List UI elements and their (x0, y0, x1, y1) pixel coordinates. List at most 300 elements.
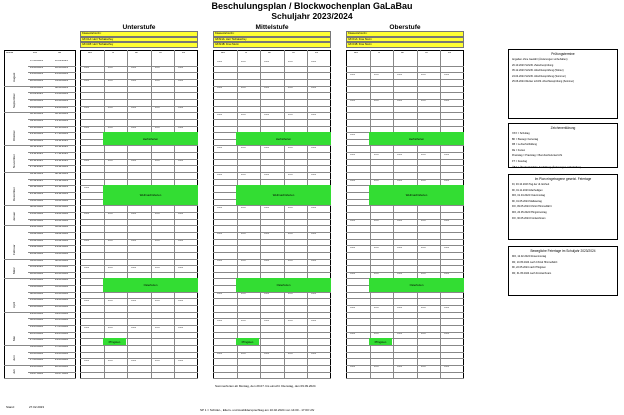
holiday-band: Weihnachtsferien (103, 185, 198, 205)
row-divider (213, 239, 331, 240)
week-from: 29.04.2024 (30, 312, 43, 315)
month-divider (4, 312, 28, 313)
week-from: 01.01.2024 (30, 199, 43, 202)
week-to: 09.02.2024 (55, 232, 68, 235)
school-day-mark: XXX (217, 353, 223, 356)
school-day-mark: XXX (107, 127, 113, 129)
row-divider (346, 205, 464, 206)
week-from: 27.11.2023 (30, 166, 43, 169)
row-divider (213, 99, 331, 100)
school-day-mark: XXX (287, 87, 293, 90)
row-divider (213, 298, 331, 299)
week-to: 02.02.2024 (55, 226, 68, 229)
week-to: 15.03.2024 (55, 266, 68, 269)
week-from: 16.10.2023 (30, 126, 43, 129)
note-line: FT = Feiertag (512, 160, 528, 163)
school-day-mark: XXX (420, 273, 426, 276)
row-divider (80, 99, 198, 100)
row-divider (213, 252, 331, 253)
school-day-mark: XXX (397, 180, 403, 183)
school-day-mark: XXX (264, 353, 270, 356)
school-day-mark: XXX (287, 146, 293, 149)
row-divider (346, 318, 464, 319)
row-divider (346, 312, 464, 313)
school-day-mark: XXX (107, 213, 113, 216)
exam-dates-box (508, 49, 618, 119)
school-day-mark: XXX (178, 127, 184, 129)
weekday-header: MI (135, 52, 138, 54)
school-day-mark: XXX (84, 240, 90, 243)
school-day-mark: XXX (240, 113, 246, 116)
row-divider (346, 92, 464, 93)
school-day-mark: XXX (84, 160, 90, 163)
school-day-mark: XXX (131, 326, 137, 329)
week-from: 06.05.2024 (30, 319, 43, 322)
school-day-mark: XXX (217, 113, 223, 116)
school-day-mark: XXX (397, 100, 403, 103)
school-day-mark: XXX (217, 206, 223, 209)
school-day-mark: XXX (84, 107, 90, 110)
school-day-mark: XXX (154, 160, 160, 163)
week-from: 06.11.2023 (30, 146, 43, 149)
row-divider (213, 225, 331, 226)
school-day-mark: XXX (264, 319, 270, 322)
school-day-mark: XXX (217, 87, 223, 90)
school-day-mark: XXX (373, 273, 379, 276)
week-from: 20.11.2023 (30, 159, 43, 162)
week-to: 05.04.2024 (55, 286, 68, 289)
week-to: 07.06.2024 (55, 345, 68, 348)
school-day-mark: XXX (154, 80, 160, 83)
school-day-mark: XXX (350, 366, 356, 369)
school-day-mark: XXX (154, 213, 160, 216)
week-to: 31.05.2024 (55, 339, 68, 342)
school-day-mark: XXX (240, 173, 246, 176)
week-from: 04.03.2024 (30, 259, 43, 262)
note-line: BF = Bewegl. Ferientag (512, 137, 539, 141)
row-divider (213, 66, 331, 67)
stand-date: 27.02.2023 (29, 405, 45, 409)
legend-title: Zeichenerklärung (550, 126, 576, 130)
holiday-band: Herbstferien (103, 132, 198, 145)
school-day-mark: XXX (397, 73, 403, 76)
school-day-mark: XXX (311, 319, 317, 322)
row-divider (346, 225, 464, 226)
week-from: 14.08.2023 (30, 66, 43, 69)
row-divider (213, 119, 331, 120)
teacher-row: G8 M1A: Herr Tschakschuy (213, 37, 331, 43)
row-divider (80, 145, 198, 146)
week-from: 12.02.2024 (30, 239, 43, 242)
week-from: 13.11.2023 (30, 153, 43, 156)
school-day-mark: XXX (84, 326, 90, 329)
week-from: 11.09.2023 (30, 93, 43, 96)
school-day-mark: XXX (444, 306, 450, 309)
note-line: FB = Lehrerfortbildung (512, 143, 537, 147)
week-from: 19.02.2024 (30, 246, 43, 249)
note-line: MI, 22.05.2024 nach Pfingsten (512, 266, 546, 270)
school-day-mark: XXX (154, 266, 160, 269)
holiday-band: Osterferien (369, 278, 464, 291)
school-day-mark: XXX (217, 260, 223, 262)
school-day-mark: XXX (311, 293, 317, 296)
footnote-speaking-day: SP 1 = Schüler-, Eltern- und Ausbildersprechtag am 10.02.2024 von 14:00 - 17:00 Uhr (200, 408, 315, 412)
week-to: 25.08.2023 (55, 73, 68, 76)
teacher-row: G8 M1B: Frau Sturm (213, 42, 331, 48)
row-divider (80, 272, 198, 273)
row-divider (80, 345, 198, 346)
school-day-mark: XXX (350, 153, 356, 156)
week-to: 03.05.2024 (55, 312, 68, 315)
school-day-mark: XXX (178, 266, 184, 269)
week-from: 08.01.2024 (30, 206, 43, 209)
week-from: 11.03.2024 (30, 266, 43, 269)
month-label: April (12, 301, 16, 308)
school-day-mark: XXX (178, 213, 184, 216)
week-to: 22.12.2023 (55, 186, 68, 189)
teacher-row: G8 U1A: Herr Tschakschuy (80, 37, 198, 43)
row-divider (346, 159, 464, 160)
month-label: Juli (12, 369, 16, 375)
holiday-band: Pfingsten (103, 338, 126, 345)
school-day-mark: XXX (311, 353, 317, 356)
holiday-band: Herbstferien (236, 132, 331, 145)
school-day-mark: XXX (287, 319, 293, 322)
weekday-header: DO (424, 52, 429, 54)
week-to: 01.03.2024 (55, 252, 68, 255)
row-divider (346, 126, 464, 127)
school-day-mark: XXX (131, 240, 137, 243)
week-from: 21.08.2023 (30, 73, 43, 76)
row-divider (213, 345, 331, 346)
teacher-row: G8 U1B: Herr Tschakschuy (80, 42, 198, 48)
school-day-mark: XXX (264, 293, 270, 296)
week-to: 22.03.2024 (55, 272, 68, 275)
row-divider (346, 372, 464, 373)
row-divider (80, 305, 198, 306)
row-divider (213, 212, 331, 213)
note-line: FE = Ferien (512, 148, 526, 152)
school-day-mark: XXX (154, 67, 160, 70)
movable-holidays-title: Bewegliche Feiertage im Schuljahr 2023/2024 (530, 249, 596, 253)
month-divider (4, 112, 28, 113)
school-day-mark: XXX (311, 87, 317, 90)
school-day-mark: XXX (107, 326, 113, 329)
section-title: Oberstufe (389, 24, 421, 31)
school-day-mark: XXX (178, 67, 184, 70)
school-day-mark: XXX (84, 67, 90, 70)
school-day-mark: XXX (178, 80, 184, 83)
week-from: 25.09.2023 (30, 106, 43, 109)
weekday-header: DI (377, 52, 381, 54)
week-to: 18.08.2023 (55, 66, 68, 69)
row-divider (80, 219, 198, 220)
row-divider (213, 365, 331, 366)
school-day-mark: XXX (217, 146, 223, 149)
week-to: 05.07.2024 (55, 372, 68, 375)
school-day-mark: XXX (397, 246, 403, 249)
row-divider (80, 292, 198, 293)
week-from: 25.12.2023 (30, 193, 43, 195)
school-day-mark: XXX (287, 353, 293, 356)
row-divider (213, 165, 331, 166)
school-day-mark: XXX (264, 260, 270, 262)
month-divider (4, 378, 28, 379)
school-day-mark: XXX (397, 273, 403, 276)
row-divider (346, 66, 464, 67)
school-day-mark: XXX (264, 173, 270, 176)
week-to: 12.01.2024 (55, 206, 68, 209)
school-day-mark: XXX (311, 233, 317, 236)
row-divider (80, 225, 198, 226)
row-divider (346, 79, 464, 80)
note-line: XXX = Schultag (512, 132, 530, 135)
row-divider (80, 338, 198, 339)
holiday-band: Weihnachtsferien (236, 185, 331, 205)
note-line: Praxistag = Praxistag = Berufsschulunterricht (512, 154, 563, 158)
week-from: 15.01.2024 (30, 212, 43, 215)
row-divider (80, 172, 198, 173)
week-to: 16.02.2024 (55, 239, 68, 242)
week-to: 19.04.2024 (55, 299, 68, 302)
school-day-mark: XXX (444, 73, 450, 76)
week-from: 05.02.2024 (30, 232, 43, 235)
teacher-row: Klassenlehrer/in: (346, 31, 464, 37)
row-divider (346, 352, 464, 353)
school-day-mark: XXX (311, 260, 317, 262)
section-title: Unterstufe (122, 24, 156, 31)
row-divider (80, 86, 198, 87)
row-divider (80, 72, 198, 73)
school-day-mark: XXX (154, 107, 160, 110)
row-divider (346, 172, 464, 173)
week-from: 24.06.2024 (30, 365, 43, 368)
note-line: MI, 01.11.2023 Allerheiligen (512, 188, 543, 192)
row-divider (80, 245, 198, 246)
week-to: 22.09.2023 (55, 99, 68, 102)
school-day-mark: XXX (420, 100, 426, 103)
school-day-mark: XXX (287, 233, 293, 236)
month-divider (4, 259, 28, 260)
school-day-mark: XXX (240, 233, 246, 236)
weekday-header: DI (111, 52, 115, 54)
weekday-header: FR (448, 52, 452, 54)
school-day-mark: XXX (397, 306, 403, 309)
school-day-mark: XXX (154, 326, 160, 329)
week-to: 27.10.2023 (55, 133, 68, 136)
school-day-mark: XXX (154, 299, 160, 302)
weekday-header: FR (315, 52, 319, 54)
school-day-mark: XXX (240, 87, 246, 90)
school-day-mark: XXX (178, 299, 184, 302)
week-to: 05.01.2024 (55, 199, 68, 202)
school-day-mark: XXX (444, 246, 450, 249)
school-day-mark: XXX (420, 220, 426, 223)
school-day-mark: XXX (420, 306, 426, 309)
weekday-header: MO (221, 52, 226, 54)
week-to: 29.09.2023 (55, 106, 68, 109)
row-divider (80, 365, 198, 366)
row-divider (346, 292, 464, 293)
school-day-mark: XXX (350, 333, 356, 336)
week-from: 13.05.2024 (30, 326, 43, 328)
month-divider (4, 278, 28, 279)
school-day-mark: XXX (131, 107, 137, 110)
page-title: Beschulungsplan / Blockwochenplan GaLaBau (211, 1, 413, 11)
week-to: 29.03.2024 (55, 279, 68, 282)
school-day-mark: XXX (240, 60, 246, 63)
month-label: März (12, 267, 16, 275)
school-day-mark: XXX (107, 299, 113, 302)
school-day-mark: XXX (131, 160, 137, 163)
row-divider (213, 106, 331, 107)
school-day-mark: XXX (84, 359, 90, 362)
week-to: 29.12.2023 (55, 193, 68, 195)
month-label: Oktober (12, 130, 16, 142)
row-divider (213, 338, 331, 339)
teacher-row: G8 O1B: Frau Sturm (346, 42, 464, 48)
week-from: 09.10.2023 (30, 119, 43, 122)
school-day-mark: XXX (287, 260, 293, 262)
school-day-mark: XXX (373, 100, 379, 103)
row-divider (213, 92, 331, 93)
school-day-mark: XXX (444, 273, 450, 276)
holidays-title: Im Plan eingetragene gesetzl. Feiertage (534, 177, 592, 181)
school-day-mark: XXX (420, 153, 426, 156)
school-day-mark: XXX (131, 299, 137, 302)
week-from: 23.10.2023 (30, 133, 43, 136)
month-divider (4, 86, 28, 87)
school-day-mark: XXX (131, 67, 137, 70)
school-day-mark: XXX (350, 133, 356, 136)
week-to: 20.10.2023 (55, 126, 68, 129)
week-from: 17.06.2024 (30, 359, 43, 362)
month-divider (4, 365, 28, 366)
row-divider (213, 79, 331, 80)
row-divider (346, 358, 464, 359)
week-from: 22.04.2024 (30, 306, 43, 309)
week-to: 01.09.2023 (55, 79, 68, 82)
row-divider (346, 212, 464, 213)
school-day-mark: XXX (420, 73, 426, 76)
school-day-mark: XXX (217, 173, 223, 176)
school-day-mark: XXX (420, 366, 426, 369)
week-to: 03.11.2023 (55, 139, 68, 142)
month-label: Januar (12, 212, 16, 222)
holiday-band: Pfingsten (369, 338, 392, 345)
month-label: Mai (12, 336, 16, 341)
note-line: MO, 01.04.2024 Ostermontag (512, 194, 546, 198)
row-divider (80, 372, 198, 373)
school-day-mark: XXX (264, 206, 270, 209)
week-from: 04.09.2023 (30, 86, 43, 89)
school-day-mark: XXX (373, 246, 379, 249)
week-to: 06.10.2023 (55, 113, 68, 116)
footnote-summer: Sommerferien ab Montag, den 29.07. bis einschl. Dienstag, den 09.09.2024 (215, 384, 316, 388)
weekday-header: FR (182, 52, 186, 54)
exam-dates-title: Prüfungstermine (551, 52, 575, 56)
school-day-mark: XXX (107, 240, 113, 243)
week-to: 17.11.2023 (55, 153, 68, 156)
school-day-mark: XXX (311, 60, 317, 63)
school-day-mark: XXX (444, 220, 450, 223)
row-divider (213, 312, 331, 313)
school-day-mark: XXX (107, 107, 113, 110)
school-day-mark: XXX (373, 73, 379, 76)
week-from: 26.02.2024 (30, 252, 43, 255)
weekday-header: MI (401, 52, 404, 54)
week-to: 23.02.2024 (55, 246, 68, 249)
row-divider (80, 259, 198, 260)
week-to: 12.04.2024 (55, 292, 68, 295)
row-divider (80, 352, 198, 353)
row-divider (213, 159, 331, 160)
school-day-mark: XXX (154, 240, 160, 243)
holidays-box (508, 174, 618, 240)
row-divider (80, 205, 198, 206)
month-divider (4, 145, 28, 146)
week-to: 01.12.2023 (55, 166, 68, 169)
week-to: 15.12.2023 (55, 179, 68, 182)
weekday-header: MO (88, 52, 93, 54)
row-divider (346, 298, 464, 299)
school-day-mark: XXX (131, 213, 137, 216)
week-to: 19.01.2024 (55, 212, 68, 215)
page-subtitle: Schuljahr 2023/2024 (271, 11, 353, 21)
row-divider (346, 338, 464, 339)
row-divider (213, 272, 331, 273)
row-divider (213, 72, 331, 73)
row-divider (213, 332, 331, 333)
school-day-mark: XXX (264, 146, 270, 149)
school-day-mark: XXX (107, 67, 113, 70)
school-day-mark: XXX (420, 246, 426, 249)
row-divider (346, 145, 464, 146)
holiday-band: Herbstferien (369, 132, 464, 145)
teacher-row: G8 O1A: Frau Sturm (346, 37, 464, 43)
row-divider (346, 106, 464, 107)
holiday-band: Pfingsten (236, 338, 259, 345)
week-to: 08.12.2023 (55, 173, 68, 176)
school-day-mark: XXX (107, 160, 113, 163)
school-day-mark: XXX (178, 107, 184, 110)
school-day-mark: XXX (240, 353, 246, 356)
row-divider (80, 112, 198, 113)
weekday-header: DI (244, 52, 248, 54)
week-to: 21.06.2024 (55, 359, 68, 362)
row-divider (213, 179, 331, 180)
school-day-mark: XXX (287, 293, 293, 296)
month-divider (4, 345, 28, 346)
week-to: 26.04.2024 (55, 306, 68, 309)
school-day-mark: XXX (444, 333, 450, 336)
week-from: 29.01.2024 (30, 226, 43, 229)
school-day-mark: XXX (217, 319, 223, 322)
row-divider (213, 358, 331, 359)
school-day-mark: XXX (350, 220, 356, 223)
note-line: 26.10.2023 Schriftl. Zwischenprüfung (512, 63, 554, 67)
week-from: 01.04.2024 (30, 286, 43, 289)
row-divider (80, 232, 198, 233)
holiday-band: Weihnachtsferien (369, 185, 464, 205)
week-from: 18.09.2023 (30, 99, 43, 102)
school-day-mark: XXX (240, 260, 246, 262)
week-to: 24.05.2024 (55, 332, 68, 335)
school-day-mark: XXX (350, 306, 356, 309)
school-day-mark: XXX (397, 220, 403, 223)
school-day-mark: XXX (373, 153, 379, 156)
month-label: Juni (12, 355, 16, 361)
